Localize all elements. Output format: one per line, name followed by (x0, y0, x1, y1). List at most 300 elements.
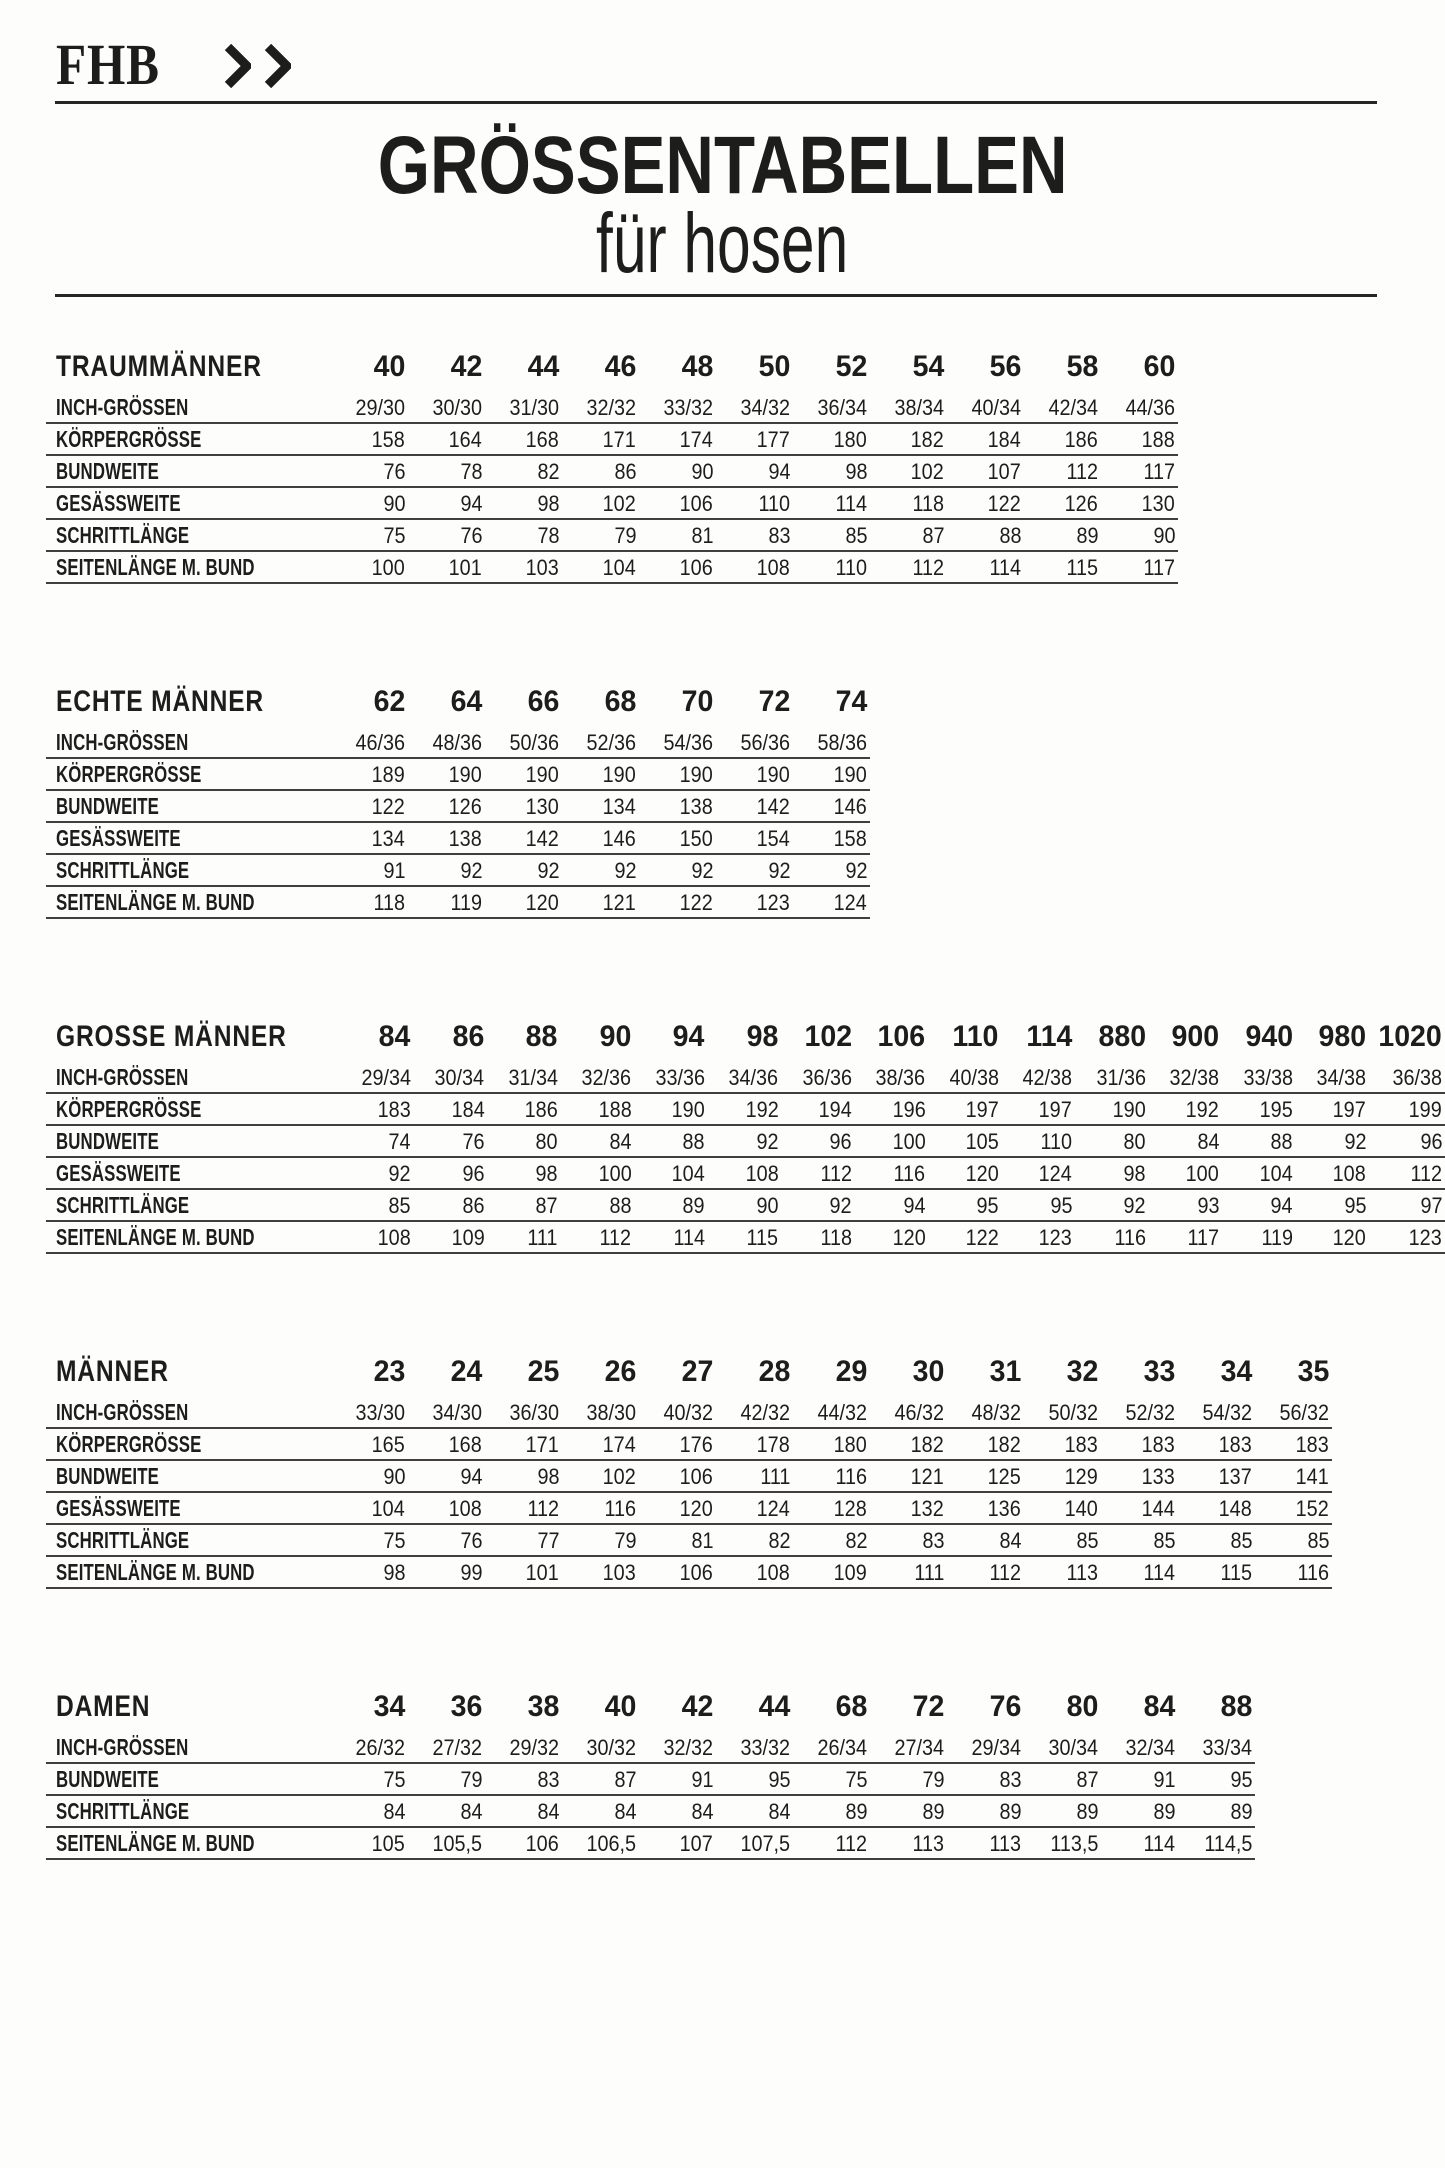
measure-value: 107 (680, 1830, 714, 1856)
measure-value: 26/32 (355, 1734, 406, 1760)
measure-value-cell (414, 1221, 487, 1253)
measure-value: 102 (603, 490, 637, 516)
measure-value: 183 (377, 1096, 411, 1122)
measure-value-cell (639, 1397, 716, 1428)
size-column-header (716, 687, 793, 727)
measure-row (46, 1556, 1332, 1588)
measure-row-label-text: SEITENLÄNGE M. BUND (56, 1559, 255, 1585)
measure-value: 117 (1187, 1224, 1220, 1250)
measure-value: 183 (1296, 1431, 1330, 1457)
size-label: 114 (1026, 1020, 1073, 1053)
measure-value-cell (870, 1460, 947, 1492)
measure-value: 30/34 (434, 1064, 485, 1090)
measure-value: 106 (526, 1830, 560, 1856)
measure-value-cell (485, 455, 562, 487)
measure-value: 76 (460, 1527, 483, 1553)
measure-value: 183 (1219, 1431, 1253, 1457)
size-column-header (870, 1357, 947, 1397)
measure-value: 99 (460, 1559, 483, 1585)
size-label: 56 (989, 350, 1022, 383)
measure-value-cell (561, 1093, 634, 1125)
measure-value-cell (1178, 1827, 1255, 1859)
measure-value: 38/36 (875, 1064, 926, 1090)
measure-value: 118 (373, 889, 406, 915)
measure-value: 34/38 (1316, 1064, 1367, 1090)
measure-value: 29/34 (971, 1734, 1022, 1760)
measure-value-cell (1255, 1492, 1332, 1524)
measure-value-cell (716, 519, 793, 551)
measure-value: 107 (988, 458, 1022, 484)
measure-value: 119 (1261, 1224, 1293, 1250)
measure-value: 122 (965, 1224, 999, 1250)
measure-value-cell (562, 1397, 639, 1428)
measure-value-cell (340, 1062, 413, 1093)
measure-value: 92 (614, 857, 637, 883)
measure-value-cell (1024, 1763, 1101, 1795)
measure-value-cell (562, 1795, 639, 1827)
size-label: 62 (373, 685, 406, 718)
measure-value: 102 (911, 458, 945, 484)
size-column-header (1296, 1022, 1369, 1062)
measure-value-cell (1369, 1062, 1445, 1093)
measure-row (46, 790, 870, 822)
measure-value-cell (1255, 1556, 1332, 1588)
measure-value-cell (1369, 1157, 1445, 1189)
measure-value-cell (1296, 1062, 1369, 1093)
size-column-header (639, 687, 716, 727)
measure-value-cell (1149, 1189, 1222, 1221)
measure-value: 124 (1039, 1160, 1073, 1186)
measure-value: 91 (1153, 1766, 1176, 1792)
measure-row-label-text: GESÄSSWEITE (56, 490, 181, 516)
size-column-header (639, 1357, 716, 1397)
measure-row-label-text: SEITENLÄNGE M. BUND (56, 889, 255, 915)
measure-value-cell (1101, 392, 1178, 423)
measure-value: 112 (599, 1224, 632, 1250)
size-column-header (408, 1357, 485, 1397)
size-column-header (947, 352, 1024, 392)
measure-value: 109 (834, 1559, 868, 1585)
measure-value-cell (928, 1157, 1001, 1189)
measure-value: 178 (757, 1431, 791, 1457)
measure-value-cell (561, 1221, 634, 1253)
measure-value-cell (639, 1827, 716, 1859)
measure-value: 112 (912, 554, 945, 580)
measure-value-cell (716, 423, 793, 455)
measure-value: 85 (1076, 1527, 1099, 1553)
measure-value-cell (340, 1157, 413, 1189)
measure-value: 76 (383, 458, 406, 484)
measure-value-cell (331, 1492, 408, 1524)
measure-value: 182 (911, 426, 945, 452)
measure-value-cell (1101, 1397, 1178, 1428)
measure-value: 192 (1186, 1096, 1220, 1122)
measure-value-cell (1222, 1093, 1295, 1125)
measure-value-cell (793, 1763, 870, 1795)
measure-value-cell (1075, 1189, 1148, 1221)
measure-row (46, 423, 1178, 455)
measure-value-cell (340, 1189, 413, 1221)
measure-value: 123 (1039, 1224, 1073, 1250)
double-chevron-right-icon (224, 42, 291, 88)
measure-value: 138 (680, 793, 714, 819)
measure-value: 134 (372, 825, 406, 851)
measure-row-label (46, 1763, 331, 1795)
measure-value: 154 (757, 825, 791, 851)
measure-value: 95 (1344, 1192, 1367, 1218)
measure-value-cell (340, 1093, 413, 1125)
size-label: 46 (604, 350, 637, 383)
measure-value-cell (1101, 1795, 1178, 1827)
size-column-header (331, 352, 408, 392)
measure-value-cell (639, 1763, 716, 1795)
size-column-header (562, 687, 639, 727)
measure-value: 76 (460, 522, 483, 548)
measure-value-cell (485, 551, 562, 583)
measure-value-cell (562, 854, 639, 886)
measure-value-cell (639, 1732, 716, 1763)
size-column-header (1002, 1022, 1075, 1062)
measure-value: 117 (1143, 458, 1176, 484)
size-column-header (1222, 1022, 1295, 1062)
measure-value: 92 (1123, 1192, 1146, 1218)
size-label: 36 (450, 1690, 483, 1723)
measure-value: 107,5 (740, 1830, 791, 1856)
measure-row-label-text: INCH-GRÖSSEN (56, 1399, 189, 1425)
measure-row-label (46, 1397, 331, 1428)
measure-value: 144 (1142, 1495, 1176, 1521)
measure-value-cell (870, 1428, 947, 1460)
measure-value-cell (716, 790, 793, 822)
size-label: 84 (1143, 1690, 1176, 1723)
measure-value-cell (793, 1556, 870, 1588)
measure-value: 111 (914, 1559, 945, 1585)
measure-value-cell (716, 1428, 793, 1460)
measure-value-cell (716, 886, 793, 918)
size-label: 80 (1066, 1690, 1099, 1723)
measure-value-cell (793, 519, 870, 551)
measure-value-cell (331, 392, 408, 423)
measure-value: 34/30 (432, 1399, 483, 1425)
measure-value: 32/34 (1125, 1734, 1176, 1760)
measure-value: 75 (383, 1766, 406, 1792)
measure-value-cell (340, 1221, 413, 1253)
measure-value: 105 (372, 1830, 406, 1856)
measure-value: 190 (526, 761, 560, 787)
size-label: 72 (912, 1690, 945, 1723)
size-label: 42 (450, 350, 483, 383)
size-header-row (46, 687, 870, 727)
measure-value: 111 (527, 1224, 558, 1250)
size-table-damen (46, 1692, 1255, 1860)
measure-value: 92 (1344, 1128, 1367, 1154)
measure-row-label (46, 487, 331, 519)
measure-value-cell (1255, 1428, 1332, 1460)
measure-value: 58/36 (817, 729, 868, 755)
measure-value-cell (1178, 1397, 1255, 1428)
measure-value-cell (639, 854, 716, 886)
measure-row-label (46, 1157, 340, 1189)
measure-value-cell (485, 758, 562, 790)
measure-value: 79 (922, 1766, 945, 1792)
measure-value: 95 (768, 1766, 791, 1792)
measure-value-cell (1024, 1556, 1101, 1588)
measure-value-cell (485, 519, 562, 551)
measure-value-cell (1024, 487, 1101, 519)
measure-row (46, 822, 870, 854)
measure-value-cell (1101, 1428, 1178, 1460)
measure-row-label-text: INCH-GRÖSSEN (56, 1734, 189, 1760)
measure-value-cell (562, 551, 639, 583)
measure-value-cell (928, 1093, 1001, 1125)
measure-value-cell (781, 1093, 854, 1125)
measure-value: 85 (845, 522, 868, 548)
measure-value-cell (331, 1524, 408, 1556)
measure-row (46, 1763, 1255, 1795)
measure-value: 36/30 (509, 1399, 560, 1425)
divider-top (55, 101, 1377, 104)
measure-value-cell (855, 1221, 928, 1253)
measure-value: 50/36 (509, 729, 560, 755)
measure-value-cell (716, 758, 793, 790)
measure-value-cell (793, 1795, 870, 1827)
measure-value: 85 (1230, 1527, 1253, 1553)
measure-value: 91 (383, 857, 406, 883)
measure-value-cell (1369, 1189, 1445, 1221)
measure-value: 114,5 (1204, 1830, 1253, 1856)
size-label: 940 (1245, 1020, 1293, 1053)
measure-row-label-text: SCHRITTLÄNGE (56, 857, 190, 883)
measure-value-cell (408, 1428, 485, 1460)
size-label: 35 (1297, 1355, 1330, 1388)
measure-value: 152 (1296, 1495, 1330, 1521)
measure-value-cell (331, 758, 408, 790)
measure-row-label (46, 455, 331, 487)
size-label: 880 (1098, 1020, 1146, 1053)
measure-value: 196 (892, 1096, 926, 1122)
measure-value-cell (716, 1397, 793, 1428)
measure-value-cell (562, 727, 639, 758)
measure-value-cell (639, 487, 716, 519)
measure-value: 98 (537, 490, 560, 516)
measure-value: 112 (1066, 458, 1099, 484)
measure-value: 120 (680, 1495, 714, 1521)
size-label: 34 (373, 1690, 406, 1723)
measure-value: 92 (388, 1160, 411, 1186)
measure-value: 109 (451, 1224, 485, 1250)
measure-value: 121 (603, 889, 637, 915)
measure-value-cell (1178, 1428, 1255, 1460)
measure-value: 27/32 (432, 1734, 483, 1760)
size-label: 106 (877, 1020, 926, 1053)
measure-value-cell (408, 758, 485, 790)
measure-value: 87 (535, 1192, 558, 1218)
measure-value-cell (408, 1492, 485, 1524)
measure-value: 165 (372, 1431, 406, 1457)
measure-value-cell (716, 1492, 793, 1524)
measure-value-cell (1101, 1763, 1178, 1795)
measure-value: 129 (1065, 1463, 1099, 1489)
measure-row-label (46, 1189, 340, 1221)
measure-row-label-text: SEITENLÄNGE M. BUND (56, 1830, 255, 1856)
measure-value: 122 (680, 889, 714, 915)
size-column-header (1149, 1022, 1222, 1062)
measure-value: 190 (603, 761, 637, 787)
measure-value-cell (708, 1125, 781, 1157)
measure-value: 95 (1230, 1766, 1253, 1792)
measure-value: 81 (691, 1527, 714, 1553)
measure-value-cell (487, 1125, 560, 1157)
measure-value: 29/34 (361, 1064, 411, 1090)
measure-value: 150 (680, 825, 714, 851)
measure-row-label (46, 758, 331, 790)
measure-value-cell (793, 790, 870, 822)
measure-value: 142 (757, 793, 791, 819)
measure-value: 36/38 (1392, 1064, 1442, 1090)
measure-value: 121 (911, 1463, 945, 1489)
measure-value-cell (1101, 551, 1178, 583)
measure-value-cell (562, 822, 639, 854)
measure-value-cell (634, 1062, 707, 1093)
measure-value-cell (487, 1062, 560, 1093)
size-column-header (1178, 1357, 1255, 1397)
size-column-header (485, 1357, 562, 1397)
measure-value-cell (870, 1524, 947, 1556)
measure-value: 84 (614, 1798, 637, 1824)
size-column-header (562, 352, 639, 392)
measure-value: 114 (1143, 1559, 1176, 1585)
measure-value: 158 (834, 825, 868, 851)
measure-value: 44/32 (817, 1399, 868, 1425)
size-column-header (562, 1692, 639, 1732)
measure-value: 104 (671, 1160, 705, 1186)
size-label: 33 (1143, 1355, 1176, 1388)
measure-value: 48/36 (432, 729, 483, 755)
size-column-header (716, 1357, 793, 1397)
measure-value-cell (793, 854, 870, 886)
measure-value-cell (1024, 455, 1101, 487)
measure-value: 84 (537, 1798, 560, 1824)
measure-value-cell (870, 1556, 947, 1588)
measure-value-cell (331, 1556, 408, 1588)
measure-value-cell (947, 519, 1024, 551)
size-column-header (487, 1022, 560, 1062)
measure-value-cell (408, 423, 485, 455)
measure-row-label-text: GESÄSSWEITE (56, 1160, 181, 1186)
measure-value: 184 (988, 426, 1022, 452)
measure-value-cell (928, 1062, 1001, 1093)
measure-value-cell (414, 1125, 487, 1157)
measure-value: 83 (999, 1766, 1022, 1792)
measure-value-cell (487, 1221, 560, 1253)
measure-value-cell (870, 455, 947, 487)
measure-value: 110 (758, 490, 791, 516)
measure-value: 189 (372, 761, 406, 787)
measure-value-cell (1024, 1524, 1101, 1556)
measure-value-cell (639, 1556, 716, 1588)
size-table-maenner (46, 1357, 1332, 1589)
measure-value-cell (634, 1157, 707, 1189)
measure-value: 174 (680, 426, 714, 452)
measure-value-cell (716, 1556, 793, 1588)
measure-value: 100 (598, 1160, 632, 1186)
size-label: 86 (452, 1020, 485, 1053)
size-label: 48 (681, 350, 714, 383)
measure-value-cell (485, 886, 562, 918)
measure-value-cell (1296, 1125, 1369, 1157)
measure-value-cell (408, 551, 485, 583)
measure-value-cell (562, 1524, 639, 1556)
measure-value: 130 (526, 793, 560, 819)
size-table-traummaenner (46, 352, 1178, 584)
size-label: 72 (758, 685, 791, 718)
size-column-header (947, 1357, 1024, 1397)
measure-value-cell (793, 487, 870, 519)
measure-value-cell (1002, 1093, 1075, 1125)
measure-value: 104 (1259, 1160, 1293, 1186)
measure-value: 83 (768, 522, 791, 548)
size-label: 68 (835, 1690, 868, 1723)
measure-value: 54/36 (663, 729, 714, 755)
measure-value: 33/32 (740, 1734, 791, 1760)
measure-value: 132 (911, 1495, 945, 1521)
table-title-text: ECHTE MÄNNER (56, 685, 265, 718)
measure-row-label-text: INCH-GRÖSSEN (56, 729, 189, 755)
measure-value-cell (928, 1189, 1001, 1221)
measure-value: 94 (460, 490, 483, 516)
size-column-header (1255, 1357, 1332, 1397)
measure-value-cell (1101, 519, 1178, 551)
measure-value-cell (408, 1524, 485, 1556)
size-label: 90 (599, 1020, 632, 1053)
measure-row (46, 1093, 1445, 1125)
measure-value-cell (1222, 1125, 1295, 1157)
measure-row-label-text: KÖRPERGRÖSSE (56, 1431, 202, 1457)
measure-value-cell (716, 1524, 793, 1556)
measure-value-cell (1101, 423, 1178, 455)
size-column-header (1101, 1692, 1178, 1732)
measure-value: 114 (989, 554, 1022, 580)
measure-value: 94 (768, 458, 791, 484)
measure-value-cell (947, 1428, 1024, 1460)
measure-value-cell (331, 551, 408, 583)
measure-value-cell (331, 1397, 408, 1428)
measure-value-cell (708, 1221, 781, 1253)
size-column-header (1024, 1692, 1101, 1732)
measure-value: 182 (911, 1431, 945, 1457)
size-column-header (414, 1022, 487, 1062)
measure-value: 146 (603, 825, 637, 851)
size-label: 42 (681, 1690, 714, 1723)
measure-value: 116 (1297, 1559, 1330, 1585)
measure-value-cell (408, 1732, 485, 1763)
size-label: 25 (527, 1355, 560, 1388)
measure-value: 138 (449, 825, 483, 851)
measure-row-label (46, 1093, 340, 1125)
measure-row-label (46, 1460, 331, 1492)
measure-value: 84 (768, 1798, 791, 1824)
brand-logo (56, 32, 291, 97)
measure-value-cell (781, 1157, 854, 1189)
measure-value: 79 (614, 1527, 637, 1553)
measure-value-cell (634, 1189, 707, 1221)
measure-row-label (46, 790, 331, 822)
measure-value: 38/34 (894, 394, 945, 420)
size-label: 88 (526, 1020, 558, 1053)
measure-value-cell (716, 1732, 793, 1763)
size-table-grosse-maenner (46, 1022, 1445, 1254)
size-column-header (793, 1692, 870, 1732)
